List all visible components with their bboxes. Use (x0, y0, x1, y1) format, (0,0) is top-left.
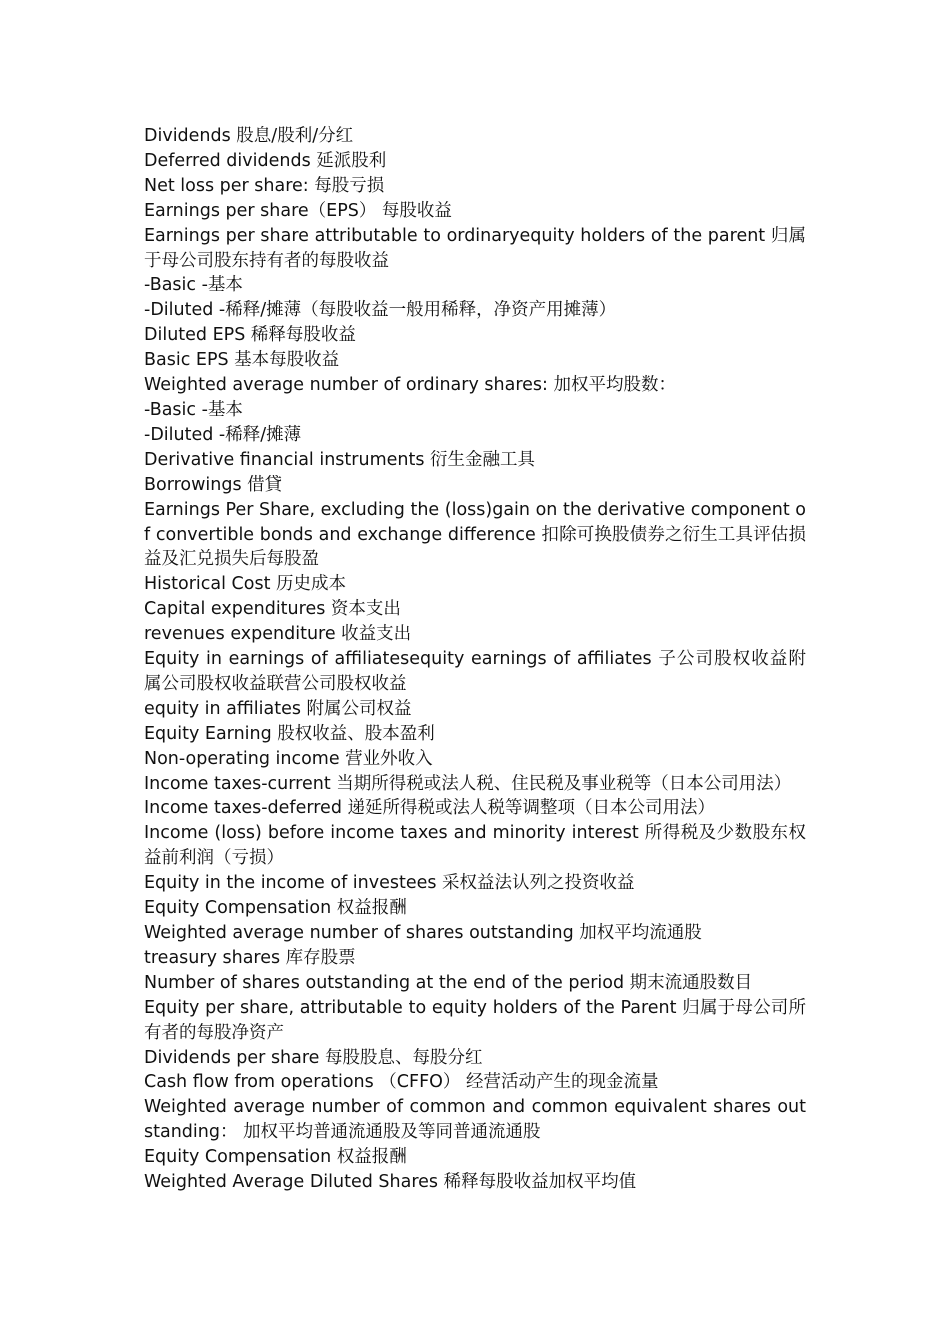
glossary-entry: Earnings per share attributable to ordinaryequity holders of the parent 归属于母公司股东持有者的每股收益 (144, 225, 806, 271)
glossary-entry: Income taxes-current 当期所得税或法人税、住民税及事业税等（日本公司用法） (144, 773, 792, 794)
glossary-entry: Number of shares outstanding at the end of the period 期末流通股数目 (144, 972, 753, 993)
glossary-entry: -Basic -基本 (144, 399, 243, 420)
glossary-entry: Weighted Average Diluted Shares 稀释每股收益加权平均值 (144, 1172, 637, 1193)
glossary-entry: Derivative financial instruments 衍生金融工具 (144, 449, 536, 470)
glossary-entry: Equity Compensation 权益报酬 (144, 1147, 407, 1168)
glossary-entry: Equity per share, attributable to equity holders of the Parent 归属于母公司所有者的每股净资产 (144, 997, 806, 1043)
glossary-entry: revenues expenditure 收益支出 (144, 624, 412, 645)
glossary-entry: Earnings per share（EPS） 每股收益 (144, 200, 452, 221)
glossary-entry: Weighted average number of ordinary shares: 加权平均股数： (144, 375, 676, 396)
glossary-entry: Historical Cost 历史成本 (144, 574, 347, 595)
glossary-entry: treasury shares 库存股票 (144, 947, 356, 968)
glossary-entry: equity in affiliates 附属公司权益 (144, 698, 412, 719)
glossary-entry: Earnings Per Share, excluding the (loss)gain on the derivative component of convertible bonds and exchange difference 扣除可换股债券之衍生工具评估损益及汇兑损失后每股盈 (144, 499, 806, 570)
glossary-entry: Basic EPS 基本每股收益 (144, 350, 340, 371)
glossary-entry: -Diluted -稀释/摊薄（每股收益一般用稀释，净资产用摊薄） (144, 300, 617, 321)
glossary-entry: Cash flow from operations （CFFO） 经营活动产生的现金流量 (144, 1072, 659, 1093)
glossary-entry: Equity in earnings of affiliatesequity earnings of affiliates 子公司股权收益附属公司股权收益联营公司股权收益 (144, 649, 806, 694)
glossary-entry: Diluted EPS 稀释每股收益 (144, 325, 356, 346)
glossary-entry: Weighted average number of common and common equivalent shares outstanding： 加权平均普通流通股及等同普通流通股 (144, 1097, 806, 1143)
document-body (144, 124, 806, 1195)
glossary-entry: Non-operating income 营业外收入 (144, 748, 433, 769)
glossary-entry: Borrowings 借貸 (144, 474, 283, 495)
glossary-entry: Equity in the income of investees 采权益法认列之投资收益 (144, 873, 635, 894)
glossary-entry: Net loss per share: 每股亏损 (144, 175, 385, 196)
glossary-entry: Equity Earning 股权收益、股本盈利 (144, 723, 435, 744)
glossary-entry: -Basic -基本 (144, 275, 243, 296)
glossary-entry: Deferred dividends 延派股利 (144, 150, 387, 171)
glossary-entry: Weighted average number of shares outstanding 加权平均流通股 (144, 923, 702, 943)
glossary-entry: Dividends per share 每股股息、每股分红 (144, 1047, 483, 1068)
glossary-entry: Capital expenditures 资本支出 (144, 599, 401, 620)
glossary-entry: Dividends 股息/股利/分红 (144, 126, 354, 146)
glossary-entry: -Diluted -稀释/摊薄 (144, 424, 302, 445)
glossary-entry: Income taxes-deferred 递延所得税或法人税等调整项（日本公司用法） (144, 798, 715, 819)
glossary-entry: Equity Compensation 权益报酬 (144, 898, 407, 919)
glossary-entry: Income (loss) before income taxes and minority interest 所得税及少数股东权益前利润（亏损） (144, 823, 806, 869)
